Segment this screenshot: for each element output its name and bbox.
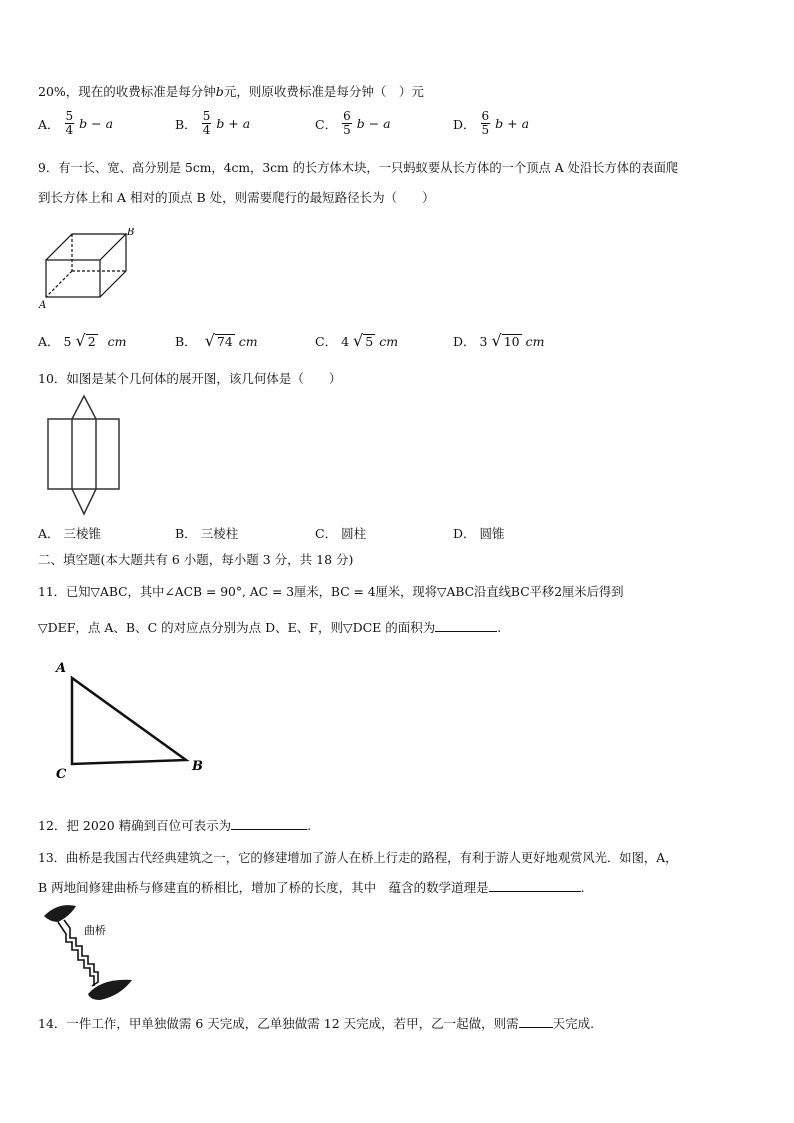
q14-end: 天完成.	[552, 1016, 595, 1031]
sqrt: √ 5	[353, 331, 374, 350]
option-text: 圆锥	[479, 526, 505, 541]
q14-answer-blank[interactable]	[519, 1015, 553, 1028]
option-letter: C．	[315, 116, 338, 132]
section-heading: 二、填空题(本大题共有 6 小题，每小题 3 分，共 18 分)	[38, 552, 354, 567]
q9-option-d[interactable]	[453, 332, 544, 350]
q11-line2-text: ▽DEF，点 A、B、C 的对应点分别为点 D、E、F，则▽DCE 的面积为	[38, 620, 436, 635]
option-expression: b + a	[216, 116, 251, 131]
fraction: $\frac{5}{4}$	[202, 109, 211, 137]
q10-option-c[interactable]	[315, 524, 366, 542]
q9-option-c[interactable]	[315, 332, 398, 350]
option-letter: A．	[38, 526, 60, 541]
q14-text: 14．一件工作，甲单独做需 6 天完成，乙单独做需 12 天完成，若甲，乙一起做，则需	[38, 1016, 519, 1031]
option-coef: 4	[341, 333, 350, 349]
sqrt: √ 74	[204, 331, 233, 350]
option-letter: D．	[453, 526, 476, 541]
option-letter: B．	[175, 116, 197, 132]
sqrt: √ 2	[75, 331, 96, 350]
fraction: $\frac{6}{5}$	[481, 109, 490, 137]
vertex-a-label: A	[39, 300, 47, 310]
q9-stem-line2: 到长方体上和 A 相对的顶点 B 处，则需要爬行的最短路径长为（ ）	[38, 190, 435, 205]
vertex-a-label: A	[56, 661, 67, 676]
q8-text-part2: 元，则原收费标准是每分钟（ ）元	[223, 84, 424, 99]
q13-line2-text: B 两地间修建曲桥与修建直的桥相比，增加了桥的长度，其中 蕴含的数学道理是	[38, 880, 489, 895]
option-text: 三棱柱	[200, 526, 239, 541]
q10-option-b[interactable]	[175, 524, 238, 542]
q8-option-c[interactable]	[315, 110, 391, 137]
q12-text: 12．把 2020 精确到百位可表示为	[38, 818, 232, 833]
option-text: 圆柱	[341, 526, 367, 541]
vertex-b-label: B	[127, 228, 135, 238]
q11-stem-line1: 11．已知▽ABC，其中∠ACB = 90°, AC = 3厘米，BC = 4厘米，现将▽ABC沿直线BC平移2厘米后得到	[38, 585, 624, 599]
option-letter: C．	[315, 526, 338, 541]
option-letter: D．	[453, 334, 476, 349]
option-letter: B．	[175, 526, 197, 541]
q13-end: .	[580, 880, 585, 895]
q13-stem-line1: 13．曲桥是我国古代经典建筑之一，它的修建增加了游人在桥上行走的路程，有利于游人更好地观赏风光．如图，A，	[38, 851, 678, 865]
cuboid-figure	[36, 228, 140, 310]
option-text: 三棱锥	[63, 526, 102, 541]
q11-line2-end: .	[497, 620, 502, 635]
option-letter: B．	[175, 334, 197, 349]
curved-bridge-figure	[40, 900, 144, 1004]
q8-option-b[interactable]	[175, 110, 250, 137]
q12-answer-blank[interactable]	[231, 817, 307, 830]
vertex-b-label: B	[192, 759, 203, 774]
q9-stem-line1: 9．有一长、宽、高分别是 5cm，4cm，3cm 的长方体木块，一只蚂蚁要从长方体的一个顶点 A 处沿长方体的表面爬	[38, 161, 679, 175]
q8-continuation	[38, 82, 424, 100]
q10-option-a[interactable]	[38, 524, 101, 542]
option-expression: b − a	[356, 116, 391, 131]
option-unit: cm	[107, 333, 127, 349]
sqrt: √ 10	[491, 331, 520, 350]
fraction: $\frac{6}{5}$	[343, 109, 351, 137]
q10-stem: 10．如图是某个几何体的展开图，该几何体是（ ）	[38, 371, 342, 386]
option-expression: b + a	[495, 116, 530, 131]
q10-option-d[interactable]	[453, 524, 505, 542]
bridge-label: 曲桥	[84, 924, 106, 937]
q8-var-b: b	[215, 84, 224, 99]
vertex-c-label: C	[56, 767, 67, 782]
right-triangle-figure	[50, 656, 210, 782]
q12-stem	[38, 816, 311, 834]
option-coef: 3	[479, 333, 488, 349]
q9-option-a[interactable]	[38, 332, 127, 350]
q8-text-part1: 20%，现在的收费标准是每分钟	[38, 84, 216, 99]
option-letter: A．	[38, 334, 60, 349]
q12-end: .	[307, 818, 312, 833]
q13-stem-line2	[38, 878, 585, 896]
option-letter: D．	[453, 116, 476, 132]
option-letter: C．	[315, 334, 338, 349]
q9-option-b[interactable]	[175, 332, 258, 350]
option-expression: b − a	[79, 116, 114, 131]
q8-option-d[interactable]	[453, 110, 529, 137]
fraction: $\frac{5}{4}$	[65, 109, 74, 137]
option-coef: 5	[63, 333, 72, 349]
prism-net-figure	[46, 394, 122, 518]
q11-stem-line2	[38, 618, 501, 636]
q13-answer-blank[interactable]	[489, 879, 581, 892]
q8-option-a[interactable]	[38, 110, 113, 137]
option-letter: A．	[38, 116, 60, 132]
option-unit: cm	[525, 333, 545, 349]
q11-answer-blank[interactable]	[435, 619, 497, 632]
q14-stem	[38, 1014, 594, 1032]
option-unit: cm	[379, 333, 399, 349]
option-unit: cm	[238, 333, 258, 349]
